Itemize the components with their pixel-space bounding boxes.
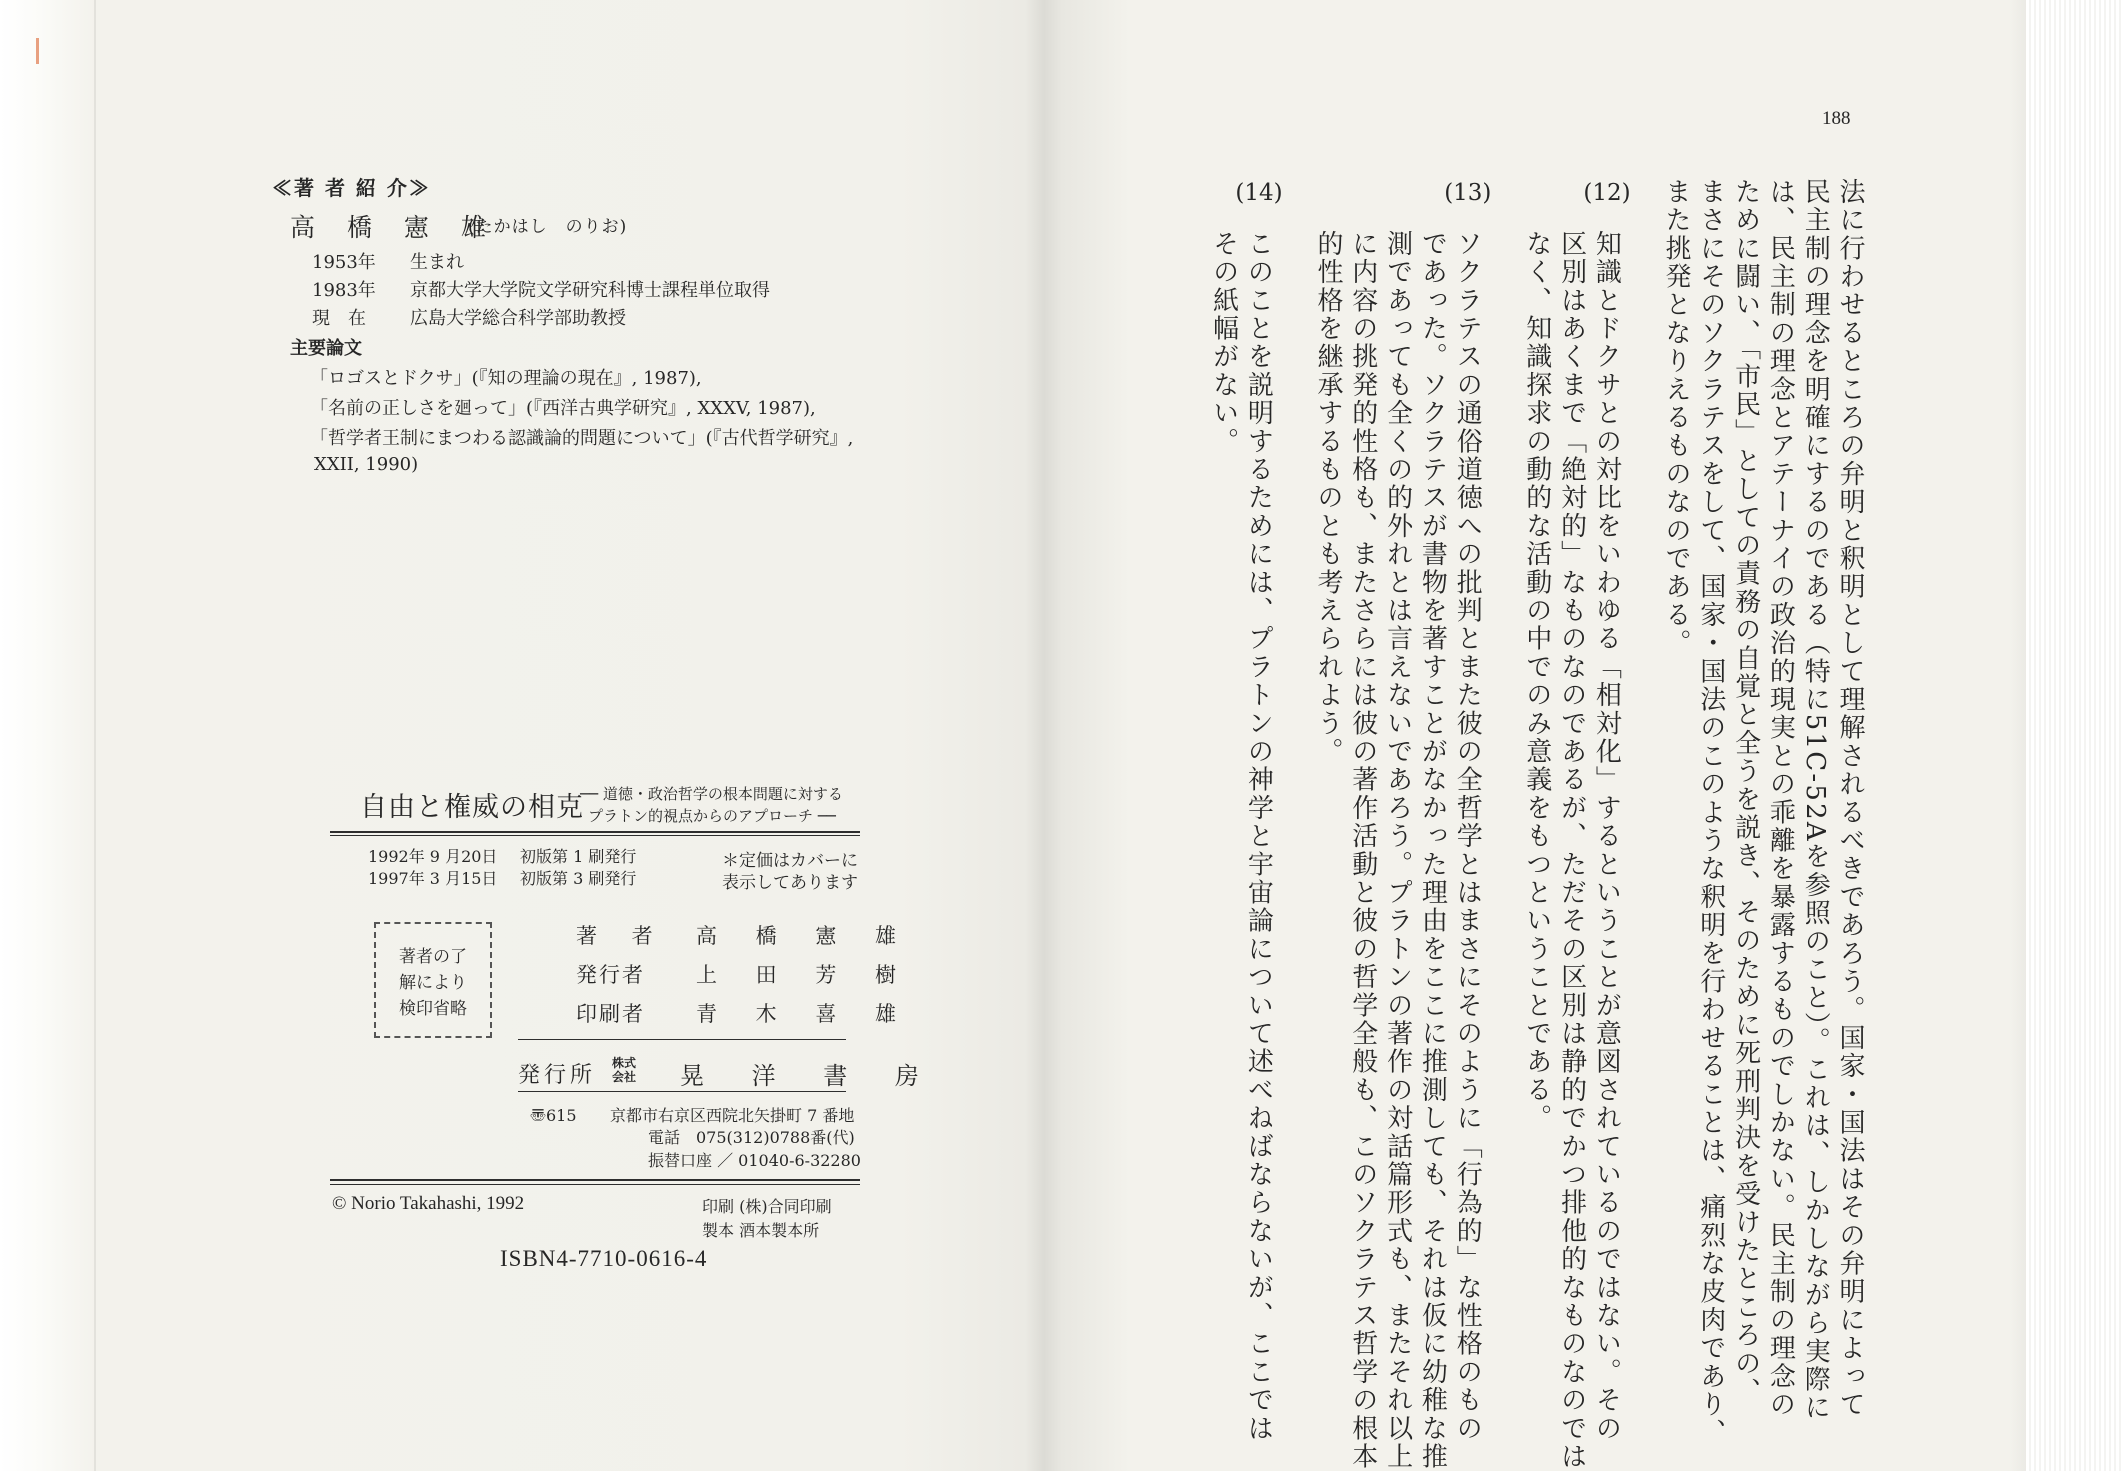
book-title: 自由と権威の相克 [360, 792, 584, 823]
red-mark [36, 38, 39, 64]
text-column: なく、知識探求の動的な活動の中でのみ意義をもつということである。 [1521, 230, 1552, 1133]
colophon-rule [518, 1091, 846, 1092]
publisher-phone: 電話 075(312)0788番(代) [648, 1128, 855, 1147]
text-column: 法に行わせるところの弁明と釈明として理解されるべきであろう。国家・国法はその弁明によって [1835, 178, 1865, 1419]
credit-label: 印刷者 [576, 1002, 645, 1026]
book-page-edges [2026, 0, 2123, 1471]
paper-item: XXII, 1990) [314, 454, 419, 475]
text-column: に内容の挑発的性格も、またさらには彼の著作活動と彼の哲学全般も、このソクラテス哲学の根本 [1347, 230, 1378, 1471]
publisher-kabushiki: 株式 [612, 1056, 637, 1070]
bio-year: 現 在 [312, 308, 366, 329]
credit-label: 発行者 [576, 963, 645, 987]
publisher-name: 晃 洋 書 房 [680, 1062, 939, 1090]
bio-text: 広島大学総合科学部助教授 [410, 308, 626, 329]
text-column: 知識とドクサとの対比をいわゆる「相対化」するということが意図されているのではない。その [1591, 230, 1622, 1443]
edition-date: 1992年 9 月20日 [368, 847, 498, 866]
colophon-rule [518, 1039, 846, 1040]
text-column: ソクラテスの通俗道徳への批判とまた彼の全哲学とはまさにそのように「行為的」な性格のもの [1452, 230, 1483, 1443]
printing-info: 印刷 (株)合同印刷 [702, 1197, 832, 1216]
text-column: まさにそのソクラテスをして、国家・国法のこのような釈明を行わせることは、痛烈な皮肉であり、 [1695, 178, 1726, 1447]
text-column: であった。ソクラテスが書物を著すことがなかった理由をここに推測しても、それは仮に幼稚な推 [1417, 230, 1448, 1471]
author-intro-heading: ≪著 者 紹 介≫ [272, 176, 431, 200]
edition-date: 1997年 3 月15日 [368, 869, 498, 888]
text-column: その紙幅がない。 [1208, 230, 1239, 456]
copyright: © Norio Takahashi, 1992 [332, 1193, 525, 1214]
text-column: 区別はあくまで「絶対的」なものなのであるが、ただその区別は静的でかつ排他的なものなのでは [1556, 230, 1587, 1471]
text-column: このことを説明するためには、プラトンの神学と宇宙論について述べねばならないが、ここでは [1243, 230, 1274, 1443]
paper-item: 「ロゴスとドクサ」(『知の理論の現在』, 1987), [310, 368, 702, 389]
price-note: ＊定価はカバーに [722, 851, 858, 871]
paper-item: 「名前の正しさを廻って」(『西洋古典学研究』, XXXV, 1987), [310, 398, 816, 419]
papers-heading: 主要論文 [290, 338, 362, 359]
text-column: また挑発となりえるものなのである。 [1661, 178, 1691, 658]
publisher-address: 京都市右京区西院北矢掛町 7 番地 [610, 1106, 855, 1125]
bio-year: 1983年 [312, 280, 376, 301]
text-column: 民主制の理念を明確にするのである（特に51C-52Aを参照のこと）。これは、しかしながら実際に [1800, 178, 1831, 1423]
footnote-label: (12) [1583, 180, 1631, 206]
credit-name: 上 田 芳 樹 [696, 963, 913, 987]
text-column: は、民主制の理念とアテーナイの政治的現実との乖離を暴露するものでしかない。民主制の理念の [1765, 178, 1796, 1419]
seal-line: 検印省略 [399, 999, 467, 1019]
colophon-rule [330, 1184, 860, 1185]
credit-label: 著 者 [576, 924, 667, 948]
text-column: 測であっても全くの的外れとは言えないであろう。プラトンの著作の対話篇形式も、またそれ以上 [1382, 230, 1413, 1471]
book-subtitle-line2: プラトン的視点からのアプローチ ── [588, 807, 836, 825]
author-name: 高 橋 憲 雄 [290, 213, 498, 242]
price-note: 表示してあります [722, 873, 858, 893]
publisher-label: 発行所 [518, 1063, 597, 1088]
isbn: ISBN4-7710-0616-4 [500, 1246, 708, 1271]
postal-code: 〠615 [530, 1106, 577, 1125]
bio-year: 1953年 [312, 252, 376, 273]
text-column: ために闘い、「市民」としての責務の自覚と全うを説き、そのために死刑判決を受けたところの、 [1730, 178, 1761, 1406]
seal-line: 著者の了 [399, 947, 467, 967]
edition-text: 初版第 3 刷発行 [520, 869, 637, 888]
text-column: 的性格を継承するものとも考えられよう。 [1313, 230, 1343, 766]
binding-info: 製本 酒本製本所 [702, 1221, 820, 1240]
colophon-rule [330, 835, 860, 836]
footnote-label: (13) [1444, 180, 1492, 206]
bio-text: 生まれ [410, 252, 464, 273]
paper-item: 「哲学者王制にまつわる認識論的問題について」(『古代哲学研究』, [310, 428, 854, 449]
bio-text: 京都大学大学院文学研究科博士課程単位取得 [410, 280, 770, 301]
footnote-label: (14) [1235, 180, 1283, 206]
author-reading: (たかはし のりお) [468, 217, 628, 237]
colophon-rule [330, 1179, 860, 1181]
seal-line: 解により [399, 973, 467, 993]
page-number: 188 [1822, 108, 1851, 129]
credit-name: 高 橋 憲 雄 [696, 924, 913, 948]
seal-box [374, 922, 492, 1038]
colophon-rule [330, 831, 860, 833]
book-left-edge [0, 0, 96, 1471]
book-subtitle-line1: ── 道徳・政治哲学の根本問題に対する [580, 785, 843, 803]
publisher-kabushiki: 会社 [612, 1070, 637, 1084]
publisher-transfer: 振替口座 ／ 01040-6-32280 [648, 1151, 861, 1170]
edition-text: 初版第 1 刷発行 [520, 847, 637, 866]
credit-name: 青 木 喜 雄 [696, 1002, 913, 1026]
